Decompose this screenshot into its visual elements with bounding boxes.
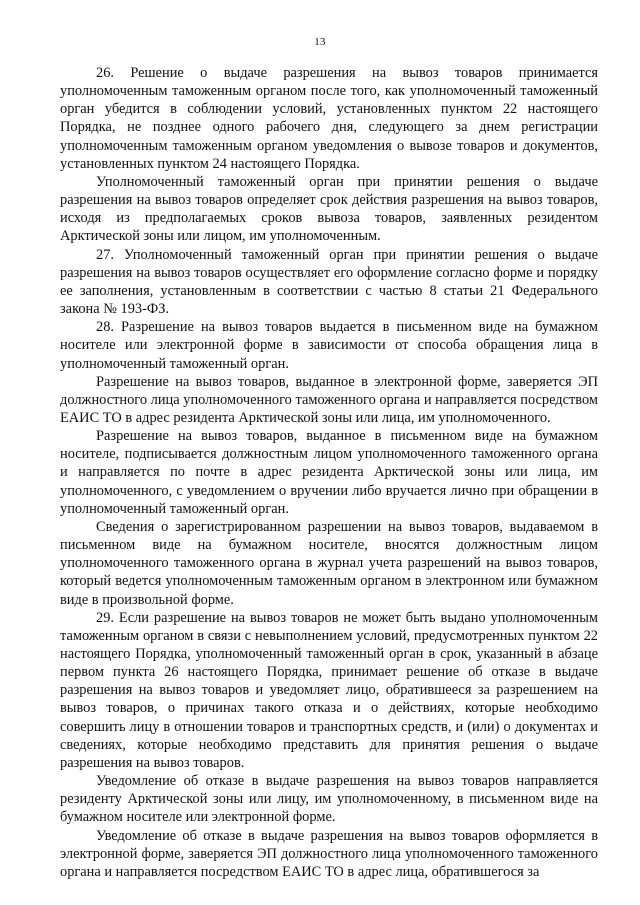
document-body [60,64,598,881]
paragraph-27: 27. Уполномоченный таможенный орган при принятии решения о выдаче разрешения на вывоз товаров осуществляет его оформление согласно форме и порядку ее заполнения, установленным в соответствии с частью 8 статьи 21 Федерального закона № 193-ФЗ. [60,246,598,318]
paragraph-26-validity-term: Уполномоченный таможенный орган при принятии решения о выдаче разрешения на вывоз товаров определяет срок действия разрешения на вывоз товаров, исходя из предполагаемых сроков вывоза товаров, заявленных резидентом Арктической зоны или лицом, им уполномоченным. [60,173,598,245]
paragraph-28: 28. Разрешение на вывоз товаров выдается в письменном виде на бумажном носителе или электронной форме в зависимости от способа обращения лица в уполномоченный таможенный орган. [60,319,598,372]
paragraph-29-electronic-refusal: Уведомление об отказе в выдаче разрешения на вывоз товаров оформляется в электронной форме, заверяется ЭП должностного лица уполномоченного таможенного органа и направляется посредством ЕАИС ТО в адрес лица, обратившегося за [60,827,598,880]
paragraph-29: 29. Если разрешение на вывоз товаров не может быть выдано уполномоченным таможенным органом в связи с невыполнением условий, предусмотренных пунктом 22 настоящего Порядка, уполномоченный таможенный орган в срок, указанный в абзаце первом пункта 26 настоящего Порядка, принимает решение об отказе в выдаче разрешения на вывоз товаров и уведомляет лицо, обратившееся за разрешением на вывоз товаров, о причинах такого отказа и о действиях, которые необходимо совершить лицу в отношении товаров и транспортных средств, и (или) о документах и сведениях, которые необходимо представить для принятия решения о выдаче разрешения на вывоз товаров. [60,609,598,771]
paragraph-29-refusal-notice: Уведомление об отказе в выдаче разрешения на вывоз товаров направляется резиденту Арктической зоны или лицу, им уполномоченному, в письменном виде на бумажном носителе или электронной форме. [60,773,598,826]
paragraph-28-electronic: Разрешение на вывоз товаров, выданное в электронной форме, заверяется ЭП должностного лица уполномоченного таможенного органа и направляется посредством ЕАИС ТО в адрес резидента Арктической зоны или лица, им уполномоченного. [60,373,598,426]
page-number: 13 [314,36,326,48]
paragraph-26: 26. Решение о выдаче разрешения на вывоз товаров принимается уполномоченным таможенным органом после того, как уполномоченный таможенный орган убедится в соблюдении условий, установленных пунктом 22 настоящего Порядка, не позднее одного рабочего дня, следующего за днем регистрации уполномоченным таможенным органом уведомления о вывозе товаров и документов, установленных пунктом 24 настоящего Порядка. [60,65,598,172]
paragraph-28-registry: Сведения о зарегистрированном разрешении на вывоз товаров, выдаваемом в письменном виде на бумажном носителе, вносятся должностным лицом уполномоченного таможенного органа в журнал учета разрешений на вывоз товаров, который ведется уполномоченным таможенным органом в электронном или бумажном виде в произвольной форме. [60,518,598,608]
paragraph-28-paper: Разрешение на вывоз товаров, выданное в письменном виде на бумажном носителе, подписывается должностным лицом уполномоченного таможенного органа и направляется по почте в адрес резидента Арктической зоны или лица, им уполномоченного, с уведомлением о вручении либо вручается лично при обращении в уполномоченный таможенный орган. [60,428,598,517]
